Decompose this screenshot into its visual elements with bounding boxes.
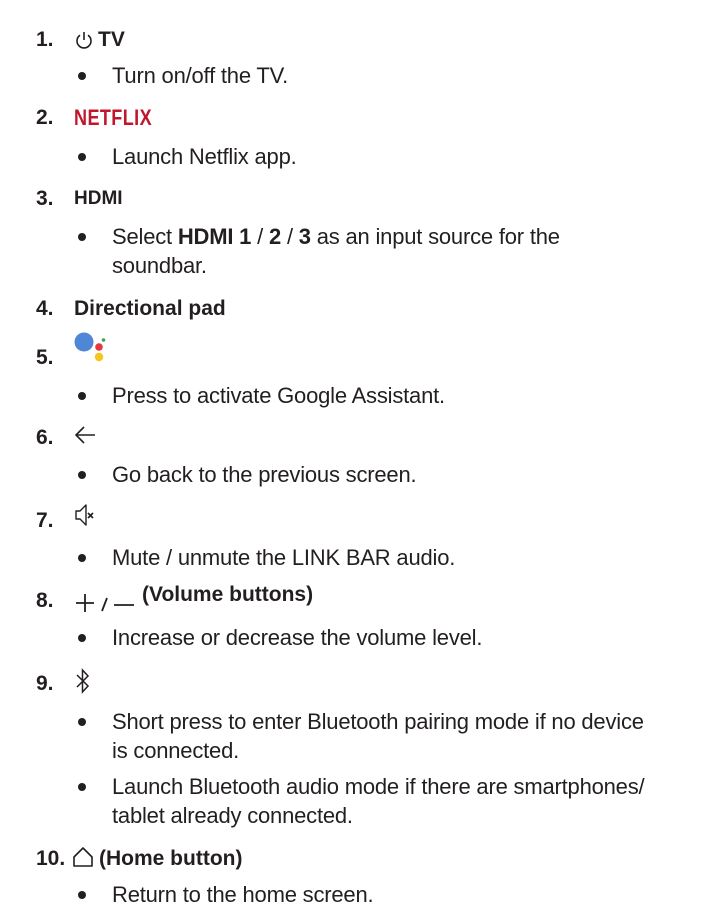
item-number: 10. bbox=[36, 847, 66, 870]
hdmi-2-bold: 2 bbox=[268, 224, 282, 249]
bullet-text bbox=[112, 772, 702, 830]
item-9-bluetooth bbox=[36, 669, 96, 699]
item-number: 4. bbox=[36, 297, 54, 320]
mute-icon bbox=[74, 503, 96, 527]
back-arrow-icon bbox=[74, 425, 96, 445]
google-assistant-icon bbox=[74, 332, 108, 364]
item-8-volume bbox=[36, 583, 314, 616]
item-3-hdmi bbox=[36, 184, 123, 214]
bullet-text: Turn on/off the TV. bbox=[112, 63, 288, 88]
power-icon bbox=[74, 30, 94, 50]
bullet-text-prefix: Select bbox=[112, 224, 178, 249]
bullet-text-suffix: as an input source for the bbox=[310, 224, 560, 249]
bullet-dot bbox=[78, 233, 86, 241]
item-number: 5. bbox=[36, 346, 54, 369]
bullet-text: Press to activate Google Assistant. bbox=[112, 383, 445, 408]
home-icon bbox=[72, 846, 94, 868]
hdmi-1-bold: HDMI 1 bbox=[177, 224, 252, 249]
item-label: (Home button) bbox=[99, 847, 243, 870]
bullet-text-line2: soundbar. bbox=[112, 253, 207, 278]
item-label: Directional pad bbox=[74, 297, 226, 320]
item-6-back bbox=[36, 423, 100, 453]
bullet-text bbox=[112, 707, 702, 765]
bullet-dot bbox=[78, 891, 86, 899]
bullet-text-line1: Short press to enter Bluetooth pairing mode if no device bbox=[112, 709, 644, 734]
item-number: 7. bbox=[36, 509, 54, 532]
bullet-dot bbox=[78, 153, 86, 161]
item-number: 8. bbox=[36, 589, 54, 612]
bullet-text-line2: is connected. bbox=[112, 738, 240, 763]
bullet-text-line1: Launch Bluetooth audio mode if there are smartphones/ bbox=[112, 774, 645, 799]
bullet-text: Mute / unmute the LINK BAR audio. bbox=[112, 545, 456, 570]
netflix-logo: NETFLIX bbox=[74, 105, 153, 130]
item-number: 3. bbox=[36, 187, 54, 210]
bullet-dot bbox=[78, 392, 86, 400]
item-5-google-assistant bbox=[36, 343, 112, 373]
bullet-text: Return to the home screen. bbox=[112, 882, 374, 907]
bullet-text: Increase or decrease the volume level. bbox=[112, 625, 483, 650]
bullet-dot bbox=[78, 718, 86, 726]
bullet-dot bbox=[78, 634, 86, 642]
bullet-text-line2: tablet already connected. bbox=[112, 803, 353, 828]
bullet-text: Launch Netflix app. bbox=[112, 144, 297, 169]
bullet-dot bbox=[78, 554, 86, 562]
hdmi-3-bold: 3 bbox=[298, 224, 311, 249]
bullet-dot bbox=[78, 783, 86, 791]
item-number: 2. bbox=[36, 106, 54, 129]
item-1-power-tv bbox=[36, 25, 125, 55]
separator: / bbox=[281, 224, 299, 249]
bullet-text: Go back to the previous screen. bbox=[112, 462, 417, 487]
item-7-mute bbox=[36, 506, 100, 536]
item-2-netflix bbox=[36, 103, 169, 133]
separator: / bbox=[251, 224, 269, 249]
bluetooth-icon bbox=[74, 668, 92, 694]
item-number: 6. bbox=[36, 426, 54, 449]
item-label: (Volume buttons) bbox=[142, 583, 314, 606]
item-label: HDMI bbox=[74, 188, 123, 209]
bullet-text bbox=[112, 222, 702, 280]
item-number: 9. bbox=[36, 672, 54, 695]
bullet-dot bbox=[78, 72, 86, 80]
volume-plus-minus-icon bbox=[74, 589, 136, 613]
item-4-directional-pad bbox=[36, 294, 226, 324]
item-number: 1. bbox=[36, 28, 54, 51]
bullet-dot bbox=[78, 471, 86, 479]
item-label: TV bbox=[98, 28, 125, 51]
item-10-home bbox=[36, 844, 242, 874]
